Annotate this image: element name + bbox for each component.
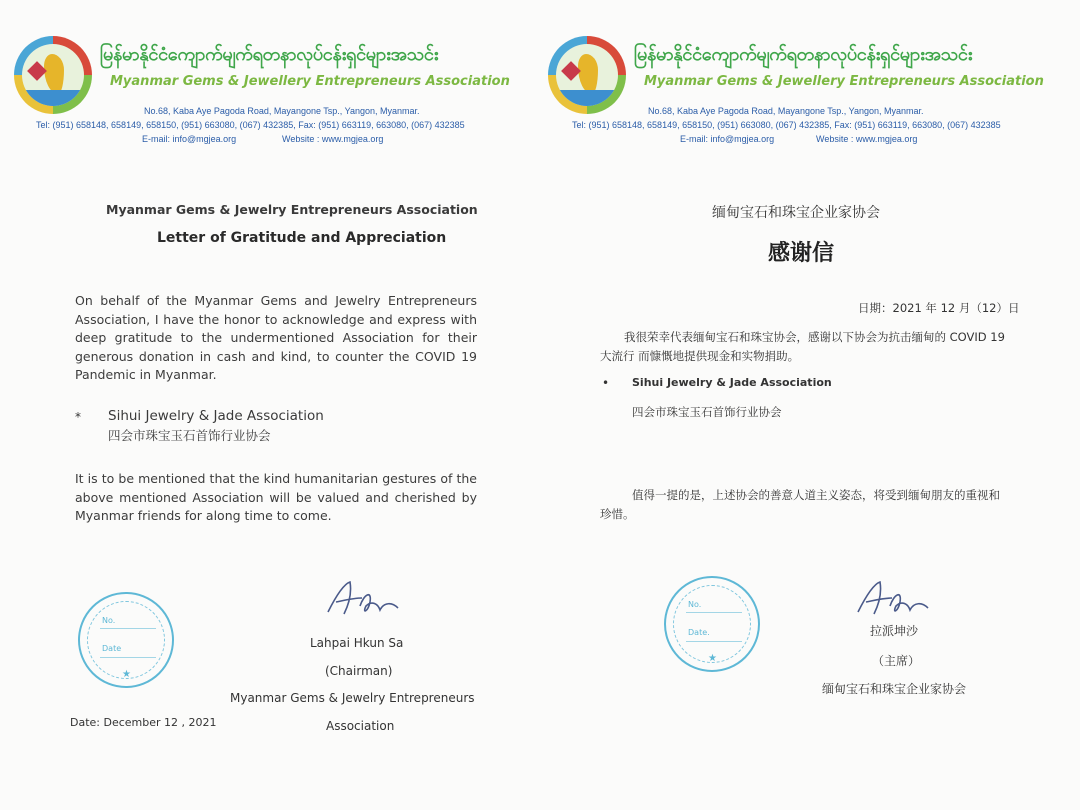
- association-name-english: Myanmar Gems & Jewellery Entrepreneurs Association: [110, 74, 510, 89]
- letter-title: Letter of Gratitude and Appreciation: [157, 230, 447, 246]
- signer-title: （主席）: [872, 654, 921, 668]
- address: No.68, Kaba Aye Pagoda Road, Mayangone Tsp., Yangon, Myanmar.: [648, 106, 924, 116]
- donor-name-english: Sihui Jewelry & Jade Association: [632, 376, 832, 389]
- org-heading: Myanmar Gems & Jewelry Entrepreneurs Association: [106, 202, 478, 217]
- email: E-mail: info@mgjea.org: [680, 134, 775, 144]
- chairman-signature: [852, 576, 932, 620]
- chinese-letter-page: [540, 0, 1080, 810]
- signer-name: 拉派坤沙: [870, 624, 919, 638]
- letter-date: Date: December 12 , 2021: [70, 716, 217, 729]
- chairman-signature: [322, 576, 402, 620]
- association-name-burmese: မြန်မာနိုင်ငံကျောက်မျက်ရတနာလုပ်ငန်းရှင်များအသင်း: [100, 44, 439, 65]
- letter-date: 日期：2021 年 12 月（12）日: [858, 301, 1020, 315]
- closing-paragraph: It is to be mentioned that the kind humanitarian gestures of the above mentioned Association will be valued and cherished by Myanmar friends for along time to come.: [75, 471, 477, 523]
- website: Website : www.mgjea.org: [816, 134, 918, 144]
- donor-name-chinese: 四会市珠宝玉石首饰行业协会: [108, 428, 271, 443]
- association-logo: [548, 36, 626, 114]
- tel-fax: Tel: (951) 658148, 658149, 658150, (951) 663080, (067) 432385, Fax: (951) 663119, 663080, (067) 432385: [572, 120, 1001, 130]
- tel-fax: Tel: (951) 658148, 658149, 658150, (951) 663080, (067) 432385, Fax: (951) 663119, 663080, (067) 432385: [36, 120, 465, 130]
- association-name-burmese: မြန်မာနိုင်ငံကျောက်မျက်ရတနာလုပ်ငန်းရှင်များအသင်း: [634, 44, 973, 65]
- gratitude-paragraph: On behalf of the Myanmar Gems and Jewelry Entrepreneurs Association, I have the honor to acknowledge and express with deep gratitude to the undermentioned Association for their generous donation in cash and kind, to counter the COVID 19 Pandemic in Myanmar.: [75, 293, 477, 382]
- association-stamp: No. Date. ★: [664, 576, 760, 672]
- gratitude-paragraph: 我很荣幸代表缅甸宝石和珠宝协会，感谢以下协会为抗击缅甸的 COVID 19 大流行 而慷慨地提供现金和实物捐助。: [600, 330, 1005, 363]
- signer-org-line2: Association: [326, 719, 395, 733]
- association-name-english: Myanmar Gems & Jewellery Entrepreneurs Association: [644, 74, 1044, 89]
- donor-name-chinese: 四会市珠宝玉石首饰行业协会: [632, 405, 782, 419]
- bullet-marker: *: [75, 410, 81, 424]
- letter-title: 感谢信: [768, 241, 835, 266]
- signer-title: (Chairman): [325, 664, 393, 678]
- closing-paragraph: 值得一提的是，上述协会的善意人道主义姿态，将受到缅甸朋友的重视和珍惜。: [600, 488, 1000, 521]
- org-heading: 缅甸宝石和珠宝企业家协会: [712, 205, 880, 221]
- signer-org: 缅甸宝石和珠宝企业家协会: [822, 682, 967, 696]
- association-logo: [14, 36, 92, 114]
- signer-org-line1: Myanmar Gems & Jewelry Entrepreneurs: [230, 691, 475, 705]
- signer-name: Lahpai Hkun Sa: [310, 636, 404, 650]
- bullet-marker: •: [602, 376, 610, 390]
- donor-name-english: Sihui Jewelry & Jade Association: [108, 408, 324, 424]
- email: E-mail: info@mgjea.org: [142, 134, 237, 144]
- website: Website : www.mgjea.org: [282, 134, 384, 144]
- address: No.68, Kaba Aye Pagoda Road, Mayangone Tsp., Yangon, Myanmar.: [144, 106, 420, 116]
- association-stamp: No. Date ★: [78, 592, 174, 688]
